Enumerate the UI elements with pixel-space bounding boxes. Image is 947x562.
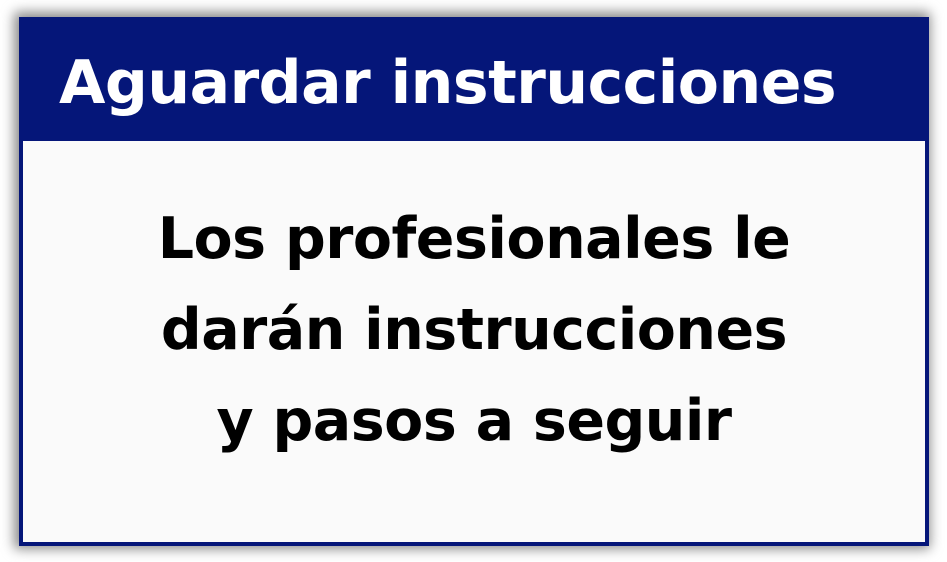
instruction-sign [19, 17, 929, 546]
sign-message-line-2: darán instrucciones [160, 297, 788, 363]
sign-message-line-1: Los profesionales le [157, 206, 791, 272]
sign-message-line-3: y pasos a seguir [216, 388, 732, 454]
sign-body [23, 194, 925, 467]
sign-header [23, 21, 925, 141]
sign-title: Aguardar instrucciones [59, 48, 837, 118]
